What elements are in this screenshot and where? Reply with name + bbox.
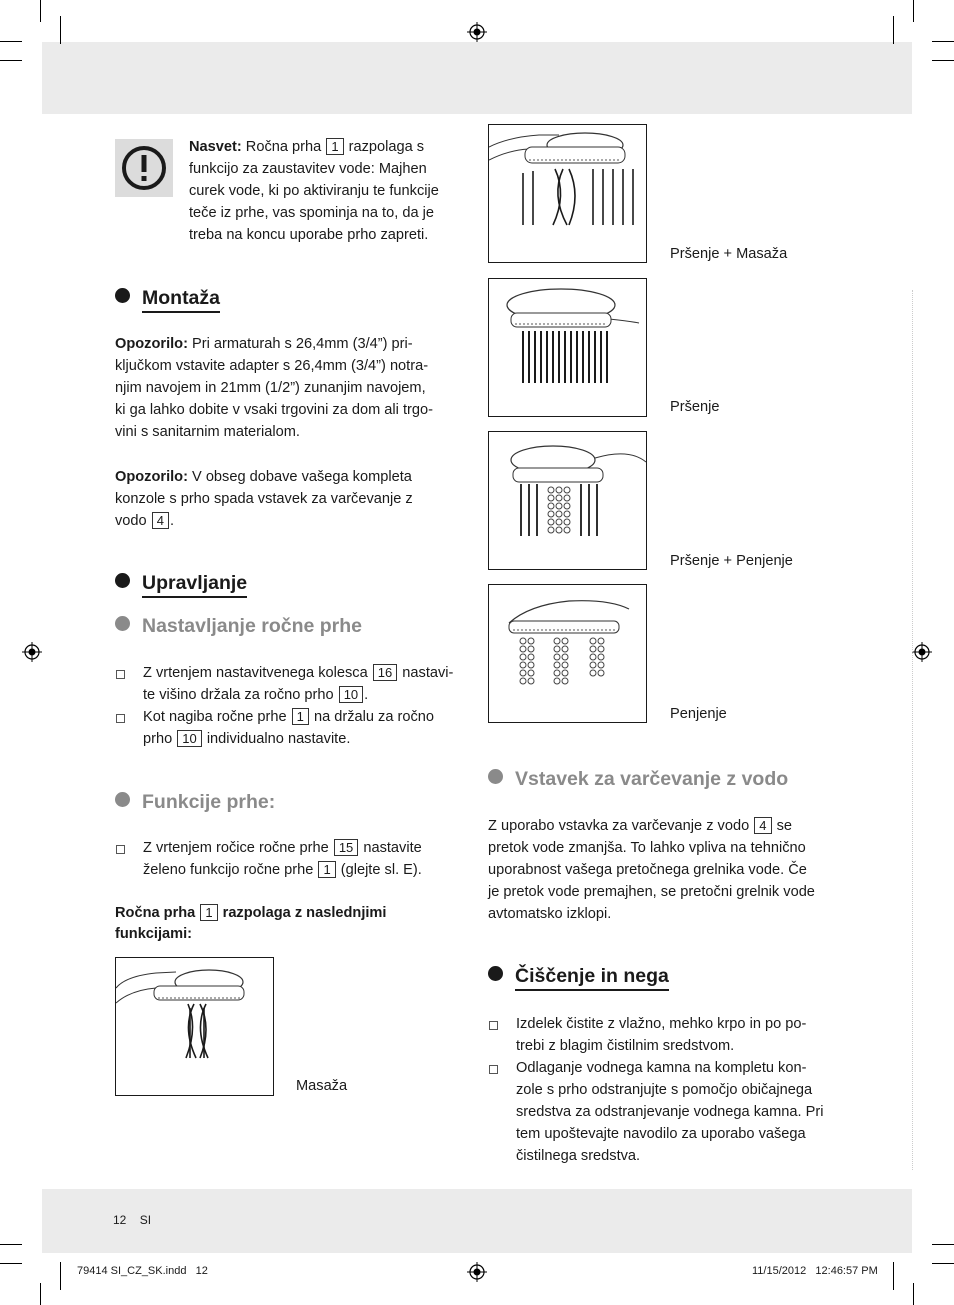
crop-mark <box>60 16 61 44</box>
tip-text: Nasvet: Ročna prha 1 razpolaga s funkcijo za zaustavitev vode: Majhen curek vode, ki po aktiviranju te funkcije teče iz prhe, vas spominja na to, da je treba na koncu uporabe prho zapreti. <box>189 139 439 243</box>
list-item: Z vrtenjem ročice ročne prhe 15 nastavite želeno funkcijo ročne prhe 1 (glejte sl. E). <box>115 837 465 881</box>
heading-vstavek: Vstavek za varčevanje z vodo <box>488 768 788 791</box>
crop-mark <box>0 1244 22 1245</box>
figure-prsenje-penjenje <box>488 431 647 570</box>
crop-mark <box>932 60 954 61</box>
heading-funkcije: Funkcije prhe: <box>115 791 275 814</box>
figure-prsenje-masaza <box>488 124 647 263</box>
part-ref: 1 <box>326 138 343 155</box>
caption-prsenje: Pršenje <box>670 399 720 415</box>
crop-mark <box>40 1283 41 1305</box>
heading-nastavljanje: Nastavljanje ročne prhe <box>115 615 362 638</box>
heading-ciscenje: Čiščenje in nega <box>488 965 669 988</box>
funkcije-list <box>115 837 465 881</box>
registration-mark-icon <box>912 642 932 662</box>
crop-mark <box>913 1283 914 1305</box>
crop-mark <box>893 16 894 44</box>
crop-mark <box>913 0 914 22</box>
caption-masaza: Masaža <box>296 1078 348 1094</box>
list-item: Odlaganje vodnega kamna na kompletu kon- zole s prho odstranjujte s pomočjo običajnega sredstva za odstranjevanje vodnega kamna. Pri tem upoštevajte navodilo za uporabo vašega čistilnega sredstva. <box>488 1057 848 1167</box>
list-item: Izdelek čistite z vlažno, mehko krpo in po po- trebi z blagim čistilnim sredstvom. <box>488 1013 848 1057</box>
crop-mark <box>932 41 954 42</box>
nastavljanje-list <box>115 662 465 750</box>
montaza-warning-2: Opozorilo: V obseg dobave vašega kompleta konzole s prho spada vstavek za varčevanje z vodo 4 . <box>115 469 413 529</box>
heading-montaza: Montaža <box>115 287 220 310</box>
crop-mark <box>60 1262 61 1290</box>
footer-band <box>42 1189 912 1253</box>
figure-penjenje <box>488 584 647 723</box>
tip-label: Nasvet: <box>189 139 242 155</box>
crop-mark <box>0 60 22 61</box>
figure-prsenje <box>488 278 647 417</box>
ciscenje-list <box>488 1013 848 1167</box>
figure-masaza <box>115 957 274 1096</box>
vstavek-text: Z uporabo vstavka za varčevanje z vodo 4 se pretok vode zmanjša. To lahko vpliva na tehnično uporabnost vašega pretočnega grelnika vode. Če je pretok vode premajhen, se pretočni grelnik vode avtomatsko izklopi. <box>488 818 815 922</box>
crop-mark <box>0 41 22 42</box>
crop-mark <box>893 1262 894 1290</box>
caption-prsenje-penjenje: Pršenje + Penjenje <box>670 553 793 569</box>
funkcije-intro: Ročna prha 1 razpolaga z naslednjimi funkcijami: <box>115 905 387 942</box>
registration-mark-icon <box>467 22 487 42</box>
caption-prsenje-masaza: Pršenje + Masaža <box>670 246 788 262</box>
crop-mark <box>932 1244 954 1245</box>
part-ref: 4 <box>152 512 169 529</box>
crop-mark <box>0 1263 22 1264</box>
list-item: Kot nagiba ročne prhe 1 na držalu za ročno prho 10 individualno nastavite. <box>115 706 465 750</box>
header-band <box>42 42 912 114</box>
registration-mark-icon <box>467 1262 487 1282</box>
warning-icon <box>115 139 173 197</box>
margin-guide <box>912 290 913 1170</box>
slug-timestamp: 11/15/2012 12:46:57 PM <box>752 1265 878 1277</box>
crop-mark <box>932 1263 954 1264</box>
montaza-warning-1: Opozorilo: Pri armaturah s 26,4mm (3/4”) pri- ključkom vstavite adapter s 26,4mm (3/4”) notra- njim navojem in 21mm (1/2”) zunanjim navojem, ki ga lahko dobite v vsaki trgovini za dom ali trgo- vini s sanitarnim materialom. <box>115 336 433 440</box>
list-item: Z vrtenjem nastavitvenega kolesca 16 nastavi- te višino držala za ročno prho 10 . <box>115 662 465 706</box>
heading-upravljanje: Upravljanje <box>115 572 247 595</box>
registration-mark-icon <box>22 642 42 662</box>
slug-file: 79414 SI_CZ_SK.indd 12 <box>77 1265 208 1277</box>
caption-penjenje: Penjenje <box>670 706 727 722</box>
crop-mark <box>40 0 41 22</box>
page-number: 12 SI <box>113 1213 152 1227</box>
